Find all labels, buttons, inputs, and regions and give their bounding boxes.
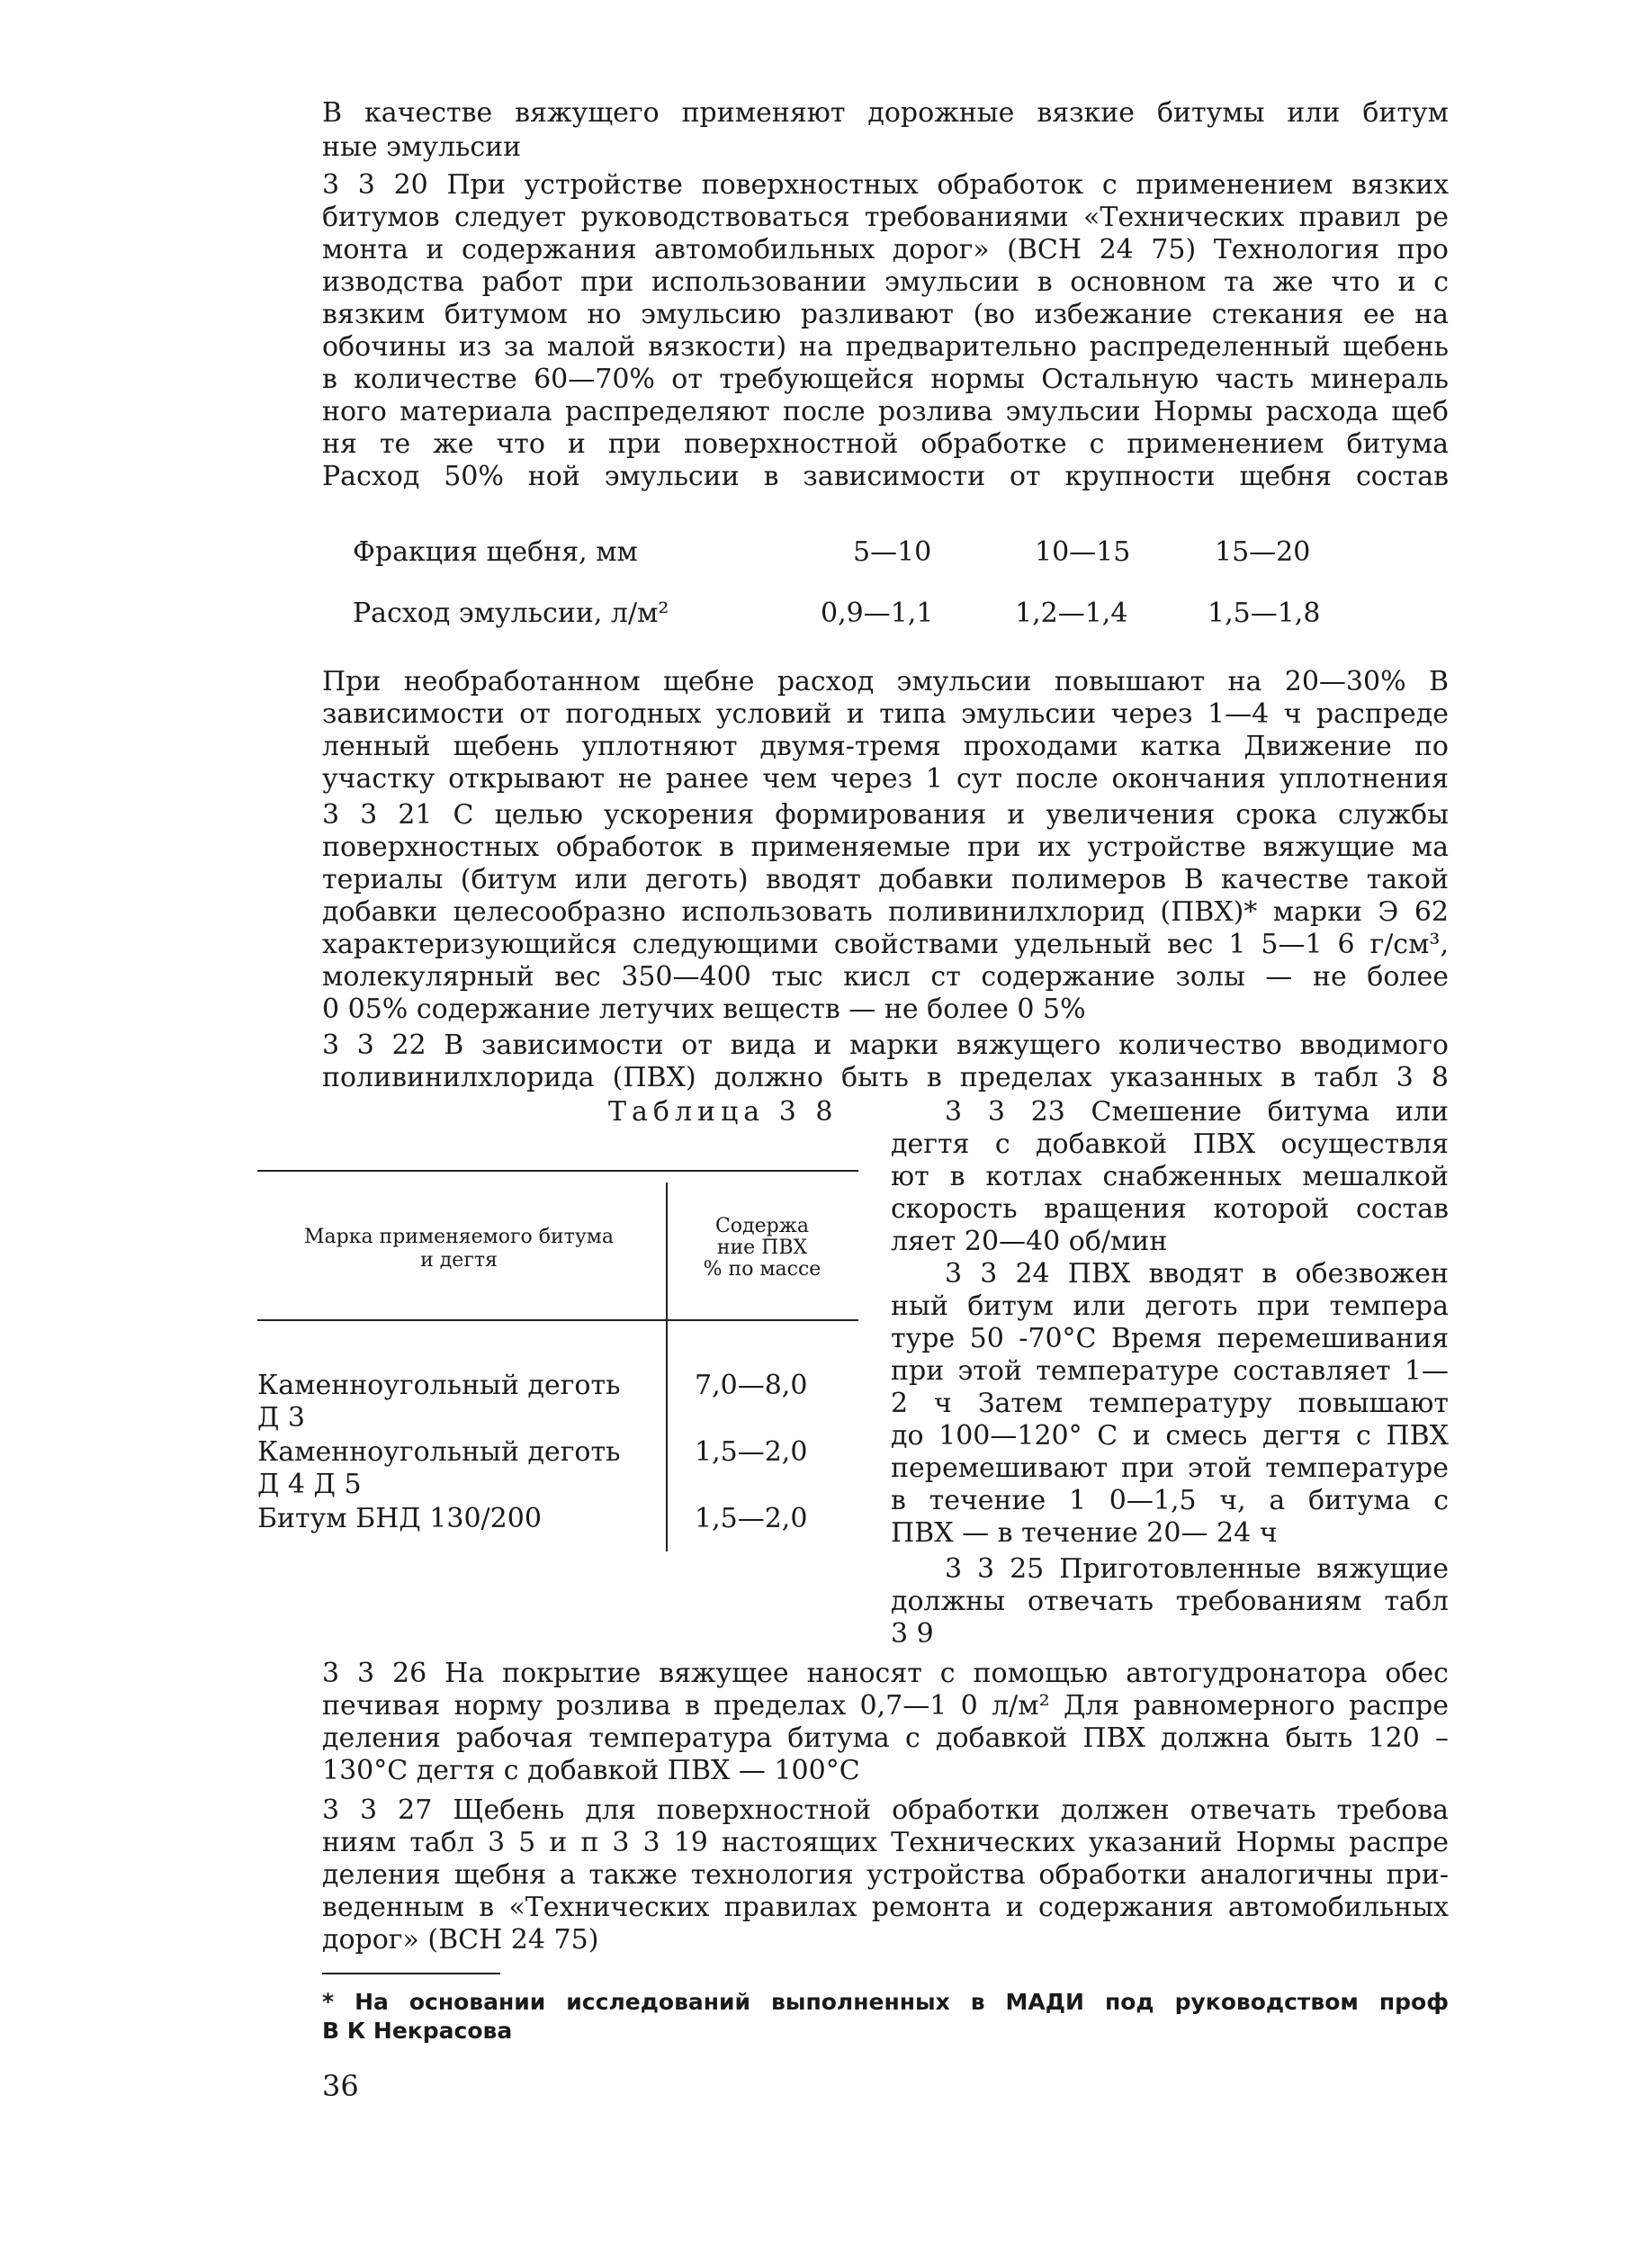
rate-value: 10—15 <box>1035 536 1131 568</box>
table-row-value: 1,5—2,0 <box>695 1436 808 1468</box>
table-row-value: 1,5—2,0 <box>695 1503 808 1534</box>
page-number: 36 <box>322 2069 359 2103</box>
text-line: В качестве вяжущего применяют дорожные вязкие битумы или битум <box>322 97 1449 129</box>
text-line: ные эмульсии <box>322 131 522 163</box>
text-line: молекулярный вес 350—400 тыс кисл ст содержание золы — не более <box>322 961 1449 993</box>
text-line: обочины из за малой вязкости) на предварительно распределенный щебень <box>322 331 1449 363</box>
text-line: ПВХ — в течение 20— 24 ч <box>891 1517 1278 1549</box>
text-line: 3 9 <box>891 1618 934 1650</box>
text-line: ный битум или деготь при темпера <box>891 1290 1449 1322</box>
text-line: до 100—120° С и смесь дегтя с ПВХ <box>891 1420 1449 1452</box>
rate-row-label: Расход эмульсии, л/м² <box>353 598 669 629</box>
table-rule-top <box>257 1170 858 1172</box>
text-line: деления рабочая температура битума с добавкой ПВХ должна быть 120 – <box>322 1722 1449 1754</box>
text-line: туре 50 -70°С Время перемешивания <box>891 1323 1449 1354</box>
table-header-content: % по массе <box>703 1258 822 1281</box>
text-line: Расход 50% ной эмульсии в зависимости от крупности щебня состав <box>322 461 1449 492</box>
table-row-value: 7,0—8,0 <box>695 1370 808 1401</box>
footnote-line: В К Некрасова <box>322 2018 513 2044</box>
text-line: изводства работ при использовании эмульсии в основном та же что и с <box>322 266 1449 298</box>
text-line: в течение 1 0—1,5 ч, а битума с <box>891 1485 1449 1516</box>
table-row-name: Д 3 <box>257 1402 306 1434</box>
text-line: 2 ч Затем температуру повышают <box>891 1388 1449 1419</box>
text-line: териалы (битум или деготь) вводят добавки полимеров В качестве такой <box>322 864 1449 895</box>
text-line: перемешивают при этой температуре <box>891 1452 1449 1484</box>
text-line: вязким битумом но эмульсию разливают (во избежание стекания ее на <box>322 299 1449 330</box>
text-line: ют в котлах снабженных мешалкой <box>891 1161 1449 1192</box>
text-line: добавки целесообразно использовать поливинилхлорид (ПВХ)* марки Э 62 <box>322 896 1449 928</box>
footnote-rule <box>322 1973 500 1974</box>
text-line: скорость вращения которой состав <box>891 1193 1449 1225</box>
text-line: зависимости от погодных условий и типа эмульсии через 1—4 ч распреде <box>322 698 1449 730</box>
text-line: поливинилхлорида (ПВХ) должно быть в пределах указанных в табл 3 8 <box>322 1062 1449 1093</box>
text-line: 3 3 25 Приготовленные вяжущие <box>945 1553 1449 1585</box>
text-line: ляет 20—40 об/мин <box>891 1226 1168 1257</box>
table-row-name: Битум БНД 130/200 <box>257 1503 542 1534</box>
text-line: при этой температуре составляет 1— <box>891 1355 1449 1387</box>
text-line: 130°С дегтя с добавкой ПВХ — 100°С <box>322 1755 860 1786</box>
text-line: 3 3 26 На покрытие вяжущее наносят с помощью автогудронатора обес <box>322 1658 1449 1689</box>
text-line: При необработанном щебне расход эмульсии повышают на 20—30% В <box>322 666 1449 697</box>
text-line: печивая норму розлива в пределах 0,7—1 0 л/м² Для равномерного распре <box>322 1690 1449 1722</box>
table-row-name: Каменноугольный деготь <box>257 1436 621 1468</box>
table-header-content: Содержа <box>714 1215 810 1237</box>
text-line: монта и содержания автомобильных дорог» (ВСН 24 75) Технология про <box>322 234 1449 265</box>
text-line: должны отвечать требованиям табл <box>891 1586 1449 1617</box>
table-column-divider <box>666 1182 668 1551</box>
text-line: деления щебня а также технология устройства обработки аналогичны при- <box>322 1859 1449 1891</box>
text-line: 3 3 21 С целью ускорения формирования и увеличения срока службы <box>322 799 1449 831</box>
text-line: ня те же что и при поверхностной обработке с применением битума <box>322 428 1449 460</box>
text-line: дегтя с добавкой ПВХ осуществля <box>891 1129 1449 1160</box>
table-header-mark: и дегтя <box>420 1249 498 1272</box>
rate-value: 1,5—1,8 <box>1208 598 1321 629</box>
text-line: в количестве 60—70% от требующейся нормы Остальную часть минераль <box>322 364 1449 395</box>
text-line: характеризующийся следующими свойствами удельный вес 1 5—1 6 г/см³, <box>322 929 1449 960</box>
table-header-content: ние ПВХ <box>716 1236 808 1259</box>
footnote-line: * На основании исследований выполненных в МАДИ под руководством проф <box>322 1989 1449 2015</box>
table-rule-header <box>257 1319 858 1321</box>
text-line: ного материала распределяют после розлива эмульсии Нормы расхода щеб <box>322 396 1449 427</box>
text-line: ниям табл 3 5 и п 3 3 19 настоящих Технических указаний Нормы распре <box>322 1827 1449 1858</box>
rate-value: 5—10 <box>853 536 932 568</box>
text-line: поверхностных обработок в применяемые при их устройстве вяжущие ма <box>322 832 1449 863</box>
table-row-name: Каменноугольный деготь <box>257 1370 621 1401</box>
text-line: дорог» (ВСН 24 75) <box>322 1924 599 1956</box>
table-row-name: Д 4 Д 5 <box>257 1469 362 1500</box>
rate-value: 15—20 <box>1215 536 1311 568</box>
text-line: 3 3 23 Смешение битума или <box>945 1096 1449 1128</box>
text-line: 3 3 24 ПВХ вводят в обезвожен <box>945 1258 1449 1290</box>
rate-row-label: Фракция щебня, мм <box>353 536 638 568</box>
text-line: веденным в «Технических правилах ремонта и содержания автомобильных <box>322 1892 1449 1923</box>
table-header-mark: Марка применяемого битума <box>303 1226 615 1248</box>
rate-value: 1,2—1,4 <box>1015 598 1128 629</box>
table-title: Таблица 3 8 <box>608 1096 839 1128</box>
text-line: 3 3 20 При устройстве поверхностных обработок с применением вязких <box>322 169 1449 201</box>
text-line: участку открывают не ранее чем через 1 сут после окончания уплотнения <box>322 763 1449 795</box>
text-line: 3 3 22 В зависимости от вида и марки вяжущего количество вводимого <box>322 1030 1449 1061</box>
text-line: битумов следует руководствоваться требованиями «Технических правил ре <box>322 202 1449 233</box>
rate-value: 0,9—1,1 <box>821 598 934 629</box>
text-line: 0 05% содержание летучих веществ — не более 0 5% <box>322 994 1086 1025</box>
text-line: 3 3 27 Щебень для поверхностной обработки должен отвечать требова <box>322 1794 1449 1826</box>
text-line: ленный щебень уплотняют двумя-тремя проходами катка Движение по <box>322 731 1449 762</box>
